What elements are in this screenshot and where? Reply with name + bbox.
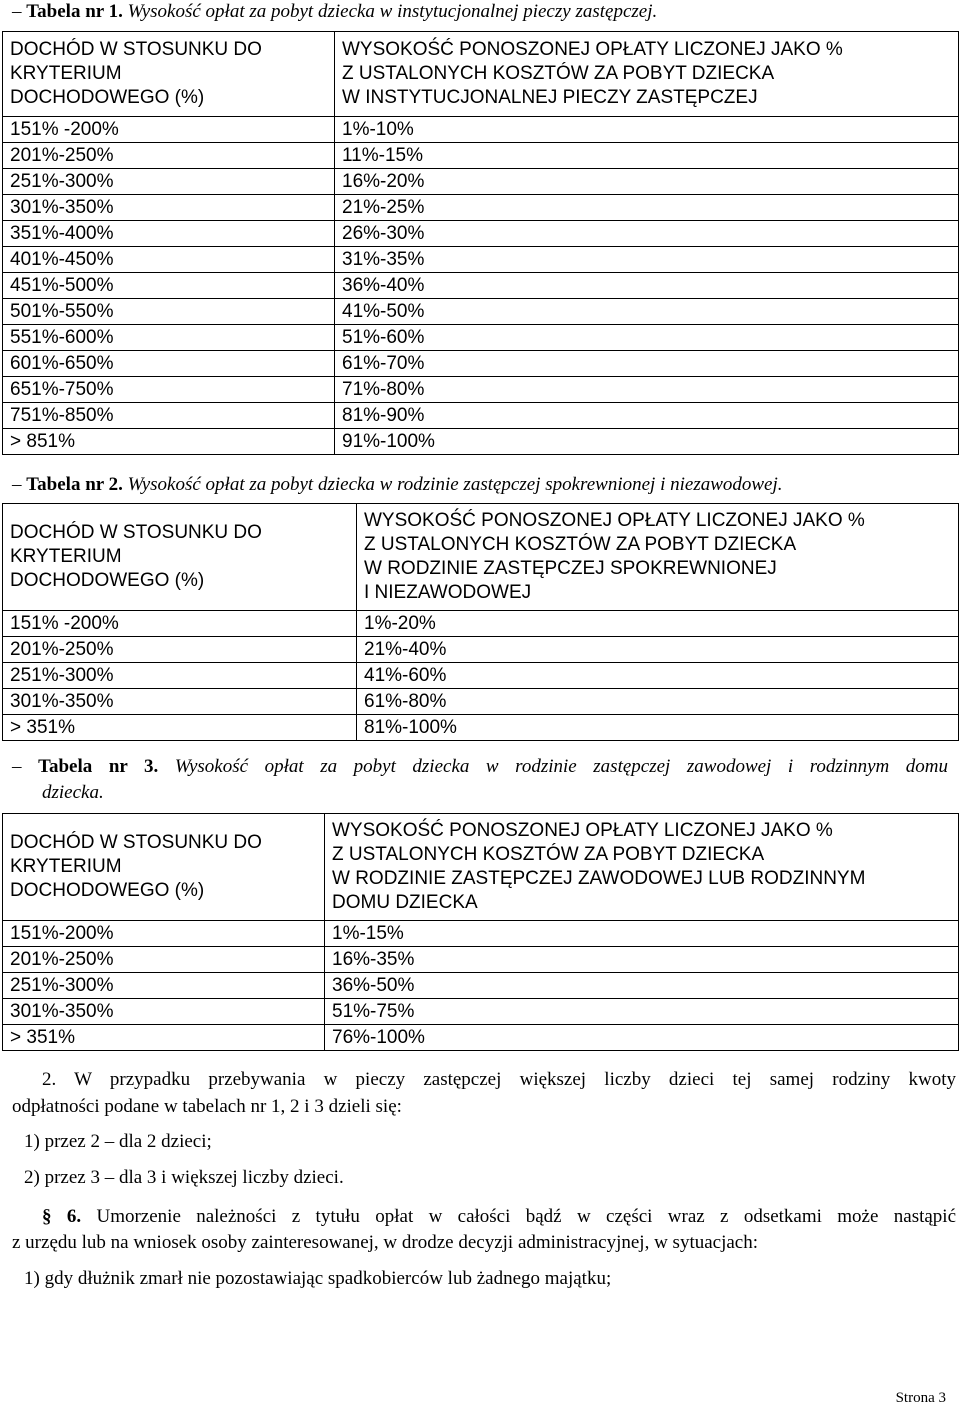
table-row	[3, 117, 959, 143]
income-range-cell: > 351%	[3, 715, 357, 741]
table1-caption-text: Wysokość opłat za pobyt dziecka w instytucjonalnej pieczy zastępczej.	[127, 1, 658, 22]
income-range-cell: 251%-300%	[3, 169, 335, 195]
header-line: KRYTERIUM	[10, 546, 122, 567]
table-row	[3, 1025, 959, 1051]
header-line: Z USTALONYCH KOSZTÓW ZA POBYT DZIECKA	[364, 534, 797, 555]
table3-caption-line2: dziecka.	[42, 782, 104, 803]
income-range-cell: > 351%	[3, 1025, 325, 1051]
income-range-cell: 151%-200%	[3, 921, 325, 947]
table-row	[3, 169, 959, 195]
income-range-cell: 551%-600%	[3, 325, 335, 351]
table2	[2, 503, 959, 741]
fee-range-cell: 1%-10%	[335, 117, 959, 143]
fee-range-cell: 21%-25%	[335, 195, 959, 221]
section-6-line2: z urzędu lub na wniosek osoby zainteresowanej, w drodze decyzji administracyjnej, w sytuacjach:	[12, 1232, 759, 1253]
table-row	[3, 351, 959, 377]
fee-range-cell: 36%-40%	[335, 273, 959, 299]
table3-caption-cont	[42, 781, 104, 805]
income-range-cell: 751%-850%	[3, 403, 335, 429]
table1-caption: – Tabela nr 1. Wysokość opłat za pobyt dziecka w instytucjonalnej pieczy zastępczej.	[12, 1, 658, 22]
income-range-cell: 251%-300%	[3, 663, 357, 689]
fee-range-cell: 81%-100%	[357, 715, 959, 741]
table-row	[3, 273, 959, 299]
header-line: WYSOKOŚĆ PONOSZONEJ OPŁATY LICZONEJ JAKO %	[332, 820, 833, 841]
income-range-cell: 201%-250%	[3, 143, 335, 169]
header-line: WYSOKOŚĆ PONOSZONEJ OPŁATY LICZONEJ JAKO %	[364, 510, 865, 531]
header-line: DOCHODOWEGO (%)	[10, 880, 205, 901]
header-line: I NIEZAWODOWEJ	[364, 582, 532, 603]
fee-range-cell: 76%-100%	[325, 1025, 959, 1051]
table1-header-row	[3, 32, 959, 117]
header-line: W RODZINIE ZASTĘPCZEJ SPOKREWNIONEJ	[364, 558, 777, 579]
fee-range-cell: 36%-50%	[325, 973, 959, 999]
paragraph-2-item1: 1) przez 2 – dla 2 dzieci;	[24, 1131, 212, 1152]
fee-range-cell: 26%-30%	[335, 221, 959, 247]
fee-range-cell: 16%-20%	[335, 169, 959, 195]
table1-caption-number: Tabela nr 1.	[26, 1, 123, 22]
income-range-cell: 301%-350%	[3, 689, 357, 715]
header-line: W RODZINIE ZASTĘPCZEJ ZAWODOWEJ LUB RODZINNYM	[332, 868, 866, 889]
table-row	[3, 715, 959, 741]
fee-range-cell: 71%-80%	[335, 377, 959, 403]
table-row	[3, 403, 959, 429]
table2-caption: – Tabela nr 2. Wysokość opłat za pobyt dziecka w rodzinie zastępczej spokrewnionej i niezawodowej.	[12, 474, 783, 495]
income-range-cell: 651%-750%	[3, 377, 335, 403]
table2-caption-number: Tabela nr 2.	[26, 474, 123, 495]
table-row	[3, 611, 959, 637]
income-range-cell: 201%-250%	[3, 947, 325, 973]
fee-range-cell: 81%-90%	[335, 403, 959, 429]
table2-caption-text: Wysokość opłat za pobyt dziecka w rodzinie zastępczej spokrewnionej i niezawodowej.	[127, 474, 783, 495]
fee-range-cell: 61%-70%	[335, 351, 959, 377]
table-row	[3, 143, 959, 169]
paragraph-2-item2: 2) przez 3 – dla 3 i większej liczby dzieci.	[24, 1167, 344, 1188]
fee-range-cell: 1%-15%	[325, 921, 959, 947]
table-row	[3, 299, 959, 325]
header-line: DOCHÓD W STOSUNKU DO	[10, 39, 262, 60]
income-range-cell: 151% -200%	[3, 117, 335, 143]
income-range-cell: 451%-500%	[3, 273, 335, 299]
table-row	[3, 663, 959, 689]
header-line: WYSOKOŚĆ PONOSZONEJ OPŁATY LICZONEJ JAKO %	[342, 39, 843, 60]
income-range-cell: 251%-300%	[3, 973, 325, 999]
fee-range-cell: 31%-35%	[335, 247, 959, 273]
table-row	[3, 637, 959, 663]
table-row	[3, 689, 959, 715]
table1-head-right	[335, 32, 959, 117]
header-line: Z USTALONYCH KOSZTÓW ZA POBYT DZIECKA	[342, 63, 775, 84]
section-6-item1: 1) gdy dłużnik zmarł nie pozostawiając spadkobierców lub żadnego majątku;	[24, 1268, 612, 1289]
table3-caption-line1: Wysokość opłat za pobyt dziecka w rodzinie zastępczej zawodowej i rodzinnym domu	[174, 756, 949, 777]
fee-range-cell: 41%-50%	[335, 299, 959, 325]
fee-range-cell: 21%-40%	[357, 637, 959, 663]
income-range-cell: 151% -200%	[3, 611, 357, 637]
table-row	[3, 377, 959, 403]
income-range-cell: 401%-450%	[3, 247, 335, 273]
table3-head-left	[3, 814, 325, 921]
fee-range-cell: 51%-60%	[335, 325, 959, 351]
header-line: DOCHÓD W STOSUNKU DO	[10, 522, 262, 543]
table-row	[3, 921, 959, 947]
header-line: DOCHODOWEGO (%)	[10, 87, 205, 108]
table-row	[3, 221, 959, 247]
income-range-cell: 501%-550%	[3, 299, 335, 325]
table1-head-left	[3, 32, 335, 117]
table3-caption: – Tabela nr 3. Wysokość opłat za pobyt dziecka w rodzinie zastępczej zawodowej i rodzinnym domu	[12, 756, 949, 777]
header-line: W INSTYTUCJONALNEJ PIECZY ZASTĘPCZEJ	[342, 87, 758, 108]
fee-range-cell: 61%-80%	[357, 689, 959, 715]
table3-header-row	[3, 814, 959, 921]
table-row	[3, 247, 959, 273]
section-6-line1	[42, 1203, 956, 1230]
fee-range-cell: 1%-20%	[357, 611, 959, 637]
header-line: KRYTERIUM	[10, 63, 122, 84]
fee-range-cell: 51%-75%	[325, 999, 959, 1025]
table-row	[3, 973, 959, 999]
table-row	[3, 947, 959, 973]
income-range-cell: 301%-350%	[3, 195, 335, 221]
table-row	[3, 999, 959, 1025]
table2-head-left	[3, 504, 357, 611]
header-line: Z USTALONYCH KOSZTÓW ZA POBYT DZIECKA	[332, 844, 765, 865]
paragraph-2-line2: odpłatności podane w tabelach nr 1, 2 i 3 dzieli się:	[12, 1096, 402, 1117]
income-range-cell: > 851%	[3, 429, 335, 455]
fee-range-cell: 16%-35%	[325, 947, 959, 973]
paragraph-2-line1: 2. W przypadku przebywania w pieczy zastępczej większej liczby dzieci tej samej rodziny kwoty	[42, 1069, 956, 1090]
section-6-number: § 6.	[42, 1206, 82, 1227]
fee-range-cell: 11%-15%	[335, 143, 959, 169]
table3-head-right	[325, 814, 959, 921]
income-range-cell: 351%-400%	[3, 221, 335, 247]
table3-caption-number: Tabela nr 3.	[38, 756, 159, 777]
income-range-cell: 201%-250%	[3, 637, 357, 663]
table-row	[3, 429, 959, 455]
table1	[2, 31, 959, 455]
table-row	[3, 195, 959, 221]
fee-range-cell: 91%-100%	[335, 429, 959, 455]
header-line: DOMU DZIECKA	[332, 892, 478, 913]
header-line: DOCHODOWEGO (%)	[10, 570, 205, 591]
income-range-cell: 301%-350%	[3, 999, 325, 1025]
table2-header-row	[3, 504, 959, 611]
table2-head-right	[357, 504, 959, 611]
header-line: DOCHÓD W STOSUNKU DO	[10, 832, 262, 853]
table-row	[3, 325, 959, 351]
income-range-cell: 601%-650%	[3, 351, 335, 377]
section-6-text: Umorzenie należności z tytułu opłat w całości bądź w części wraz z odsetkami może nastąpić	[96, 1206, 957, 1227]
table3	[2, 813, 959, 1051]
header-line: KRYTERIUM	[10, 856, 122, 877]
fee-range-cell: 41%-60%	[357, 663, 959, 689]
page-number: Strona 3	[895, 1390, 946, 1406]
